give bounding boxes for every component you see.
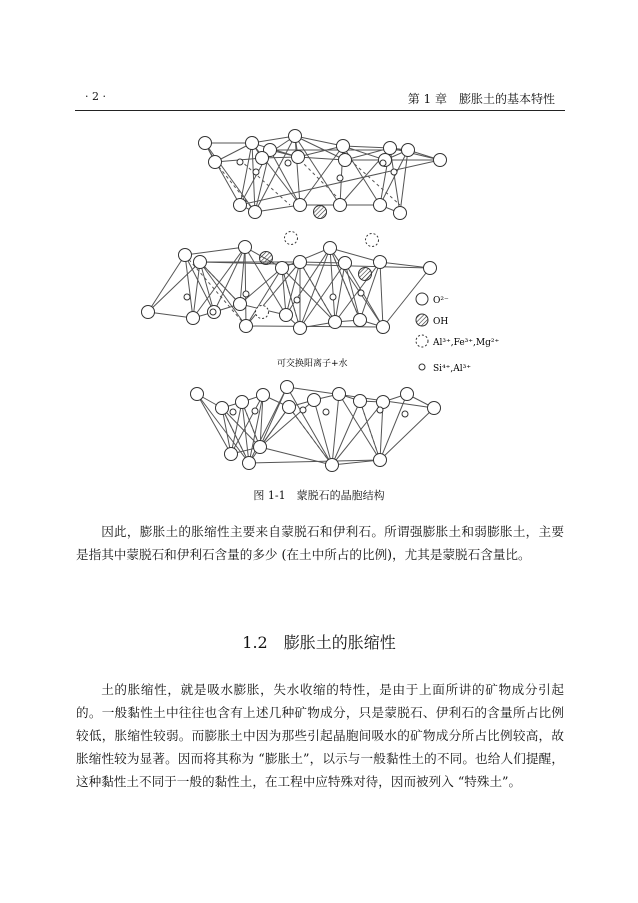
bond-line <box>380 262 383 327</box>
legend-oxygen-label: O²⁻ <box>433 296 449 306</box>
oxygen-atom <box>326 459 339 472</box>
oxygen-atom <box>179 249 192 262</box>
exchange-cation-label: 可交换阳离子+水 <box>277 359 348 369</box>
oxygen-atom <box>424 262 437 275</box>
oxygen-atom <box>142 306 155 319</box>
oxygen-atom <box>434 154 447 167</box>
oxygen-atom <box>276 262 289 275</box>
octahedral-cation <box>256 306 269 319</box>
hydroxyl-group <box>260 252 273 265</box>
bond-line <box>200 262 430 268</box>
middle-sheet <box>142 241 437 335</box>
silicon-atom <box>230 409 236 415</box>
bond-line <box>332 394 339 465</box>
oxygen-atom <box>354 314 367 327</box>
tetrahedral-cation-legend-icon <box>419 364 425 370</box>
oxygen-atom <box>199 137 212 150</box>
oxygen-atom <box>334 199 347 212</box>
bond-line <box>298 157 345 160</box>
silicon-atom <box>358 290 364 296</box>
bond-line <box>185 255 193 318</box>
oxygen-atom <box>239 241 252 254</box>
section-number: 1.2 <box>242 633 268 652</box>
section-heading <box>0 630 638 653</box>
oxygen-atom <box>374 454 387 467</box>
oxygen-atom <box>294 322 307 335</box>
oxygen-atom <box>254 441 267 454</box>
oxygen-atom <box>216 402 229 415</box>
silicon-atom <box>391 169 397 175</box>
oxygen-atom <box>246 137 259 150</box>
oxygen-atom <box>236 396 249 409</box>
oxygen-atom <box>234 298 247 311</box>
oxygen-atom <box>294 199 307 212</box>
oxygen-atom <box>194 256 207 269</box>
bond-line <box>343 146 390 148</box>
oxygen-atom <box>280 309 293 322</box>
silicon-atom <box>377 407 383 413</box>
oxygen-atom <box>243 457 256 470</box>
oxygen-atom <box>281 381 294 394</box>
oxygen-atom <box>294 256 307 269</box>
octahedral-cation-legend-icon <box>416 335 428 347</box>
oxygen-legend-icon <box>416 293 428 305</box>
oxygen-atom <box>428 402 441 415</box>
page-number: · 2 · <box>85 90 106 103</box>
oxygen-atom <box>324 242 337 255</box>
oxygen-atom <box>339 154 352 167</box>
octahedral-cation <box>285 232 298 245</box>
bond-line <box>400 150 408 213</box>
legend-tetrahedral-label: Si⁴⁺,Al³⁺ <box>433 364 471 374</box>
oxygen-atom <box>257 389 270 402</box>
bond-line <box>200 262 246 326</box>
oxygen-atom <box>402 144 415 157</box>
legend-hydroxyl-label: OH <box>433 317 449 327</box>
bond-line <box>205 143 255 212</box>
silicon-atom <box>243 291 249 297</box>
oxygen-atom <box>337 140 350 153</box>
oxygen-atom <box>374 199 387 212</box>
silicon-atom <box>323 409 329 415</box>
silicon-atom <box>380 160 386 166</box>
paragraph: 土的胀缩性，就是吸水膨胀，失水收缩的特性，是由于上面所讲的矿物成分引起的。一般黏性土中往往也含有上述几种矿物成分，只是蒙脱石、伊利石的含量所占比例较低，胀缩性较弱。而膨胀土中因为那些引起晶胞间吸水的矿物成分所占比例较高，故胀缩性较为显著。因而将其称为 “膨胀土”，以示与一般黏性土的不同。也给人们提醒，这种黏性土不同于一般的黏性土，在工程中应特殊对待，因而被列入 “特殊土”。 <box>76 682 564 789</box>
oxygen-atom <box>377 396 390 409</box>
silicon-atom <box>294 297 300 303</box>
oxygen-atom <box>256 152 269 165</box>
bond-line <box>332 401 360 465</box>
bond-line <box>314 400 332 465</box>
hydroxyl-legend-icon <box>416 314 428 326</box>
oxygen-atom <box>283 401 296 414</box>
figure-caption: 图 1-1 蒙脱石的晶胞结构 <box>253 489 385 502</box>
oxygen-atom <box>292 151 305 164</box>
oxygen-atom <box>329 316 342 329</box>
oxygen-atom <box>339 257 352 270</box>
oxygen-atom <box>240 320 253 333</box>
bond-line <box>295 136 343 146</box>
bond-line <box>148 262 200 312</box>
hydroxyl-group <box>314 206 327 219</box>
oxygen-atom <box>354 395 367 408</box>
octahedral-cation <box>366 234 379 247</box>
oxygen-atom <box>401 388 414 401</box>
silicon-atom <box>330 294 336 300</box>
upper-silica-sheet <box>199 130 447 247</box>
bond-line <box>295 136 300 205</box>
oxygen-atom <box>333 388 346 401</box>
oxygen-atom <box>289 130 302 143</box>
section-title: 膨胀土的胀缩性 <box>283 633 396 652</box>
oxygen-atom <box>191 388 204 401</box>
silicon-atom <box>253 169 259 175</box>
oxygen-atom <box>209 156 222 169</box>
legend <box>416 293 499 374</box>
paragraph: 因此，膨胀土的胀缩性主要来自蒙脱石和伊利石。所谓强膨胀土和弱膨胀土，主要是指其中蒙脱石和伊利石含量的多少 (在土中所占的比例)，尤其是蒙脱石含量比。 <box>76 524 564 562</box>
silicon-atom <box>337 175 343 181</box>
oxygen-atom <box>384 142 397 155</box>
silicon-atom <box>300 407 306 413</box>
bond-line <box>245 247 246 326</box>
oxygen-atom <box>374 256 387 269</box>
bond-line <box>222 408 231 454</box>
silicon-atom <box>402 411 408 417</box>
oxygen-atom <box>377 321 390 334</box>
legend-octahedral-label: Al³⁺,Fe³⁺,Mg²⁺ <box>433 338 500 348</box>
chapter-title: 第 1 章 膨胀土的基本特性 <box>407 92 555 106</box>
hydroxyl-group <box>359 268 372 281</box>
oxygen-atom <box>249 206 262 219</box>
oxygen-atom <box>187 312 200 325</box>
lower-silica-sheet <box>191 381 441 472</box>
silicon-atom <box>252 408 258 414</box>
oxygen-atom <box>308 394 321 407</box>
oxygen-atom <box>234 199 247 212</box>
oxygen-atom <box>225 448 238 461</box>
silicon-atom <box>210 309 216 315</box>
silicon-atom <box>237 159 243 165</box>
oxygen-atom <box>394 207 407 220</box>
bond-line <box>148 255 185 312</box>
silicon-atom <box>285 160 291 166</box>
bond-line <box>185 247 245 255</box>
silicon-atom <box>184 294 190 300</box>
